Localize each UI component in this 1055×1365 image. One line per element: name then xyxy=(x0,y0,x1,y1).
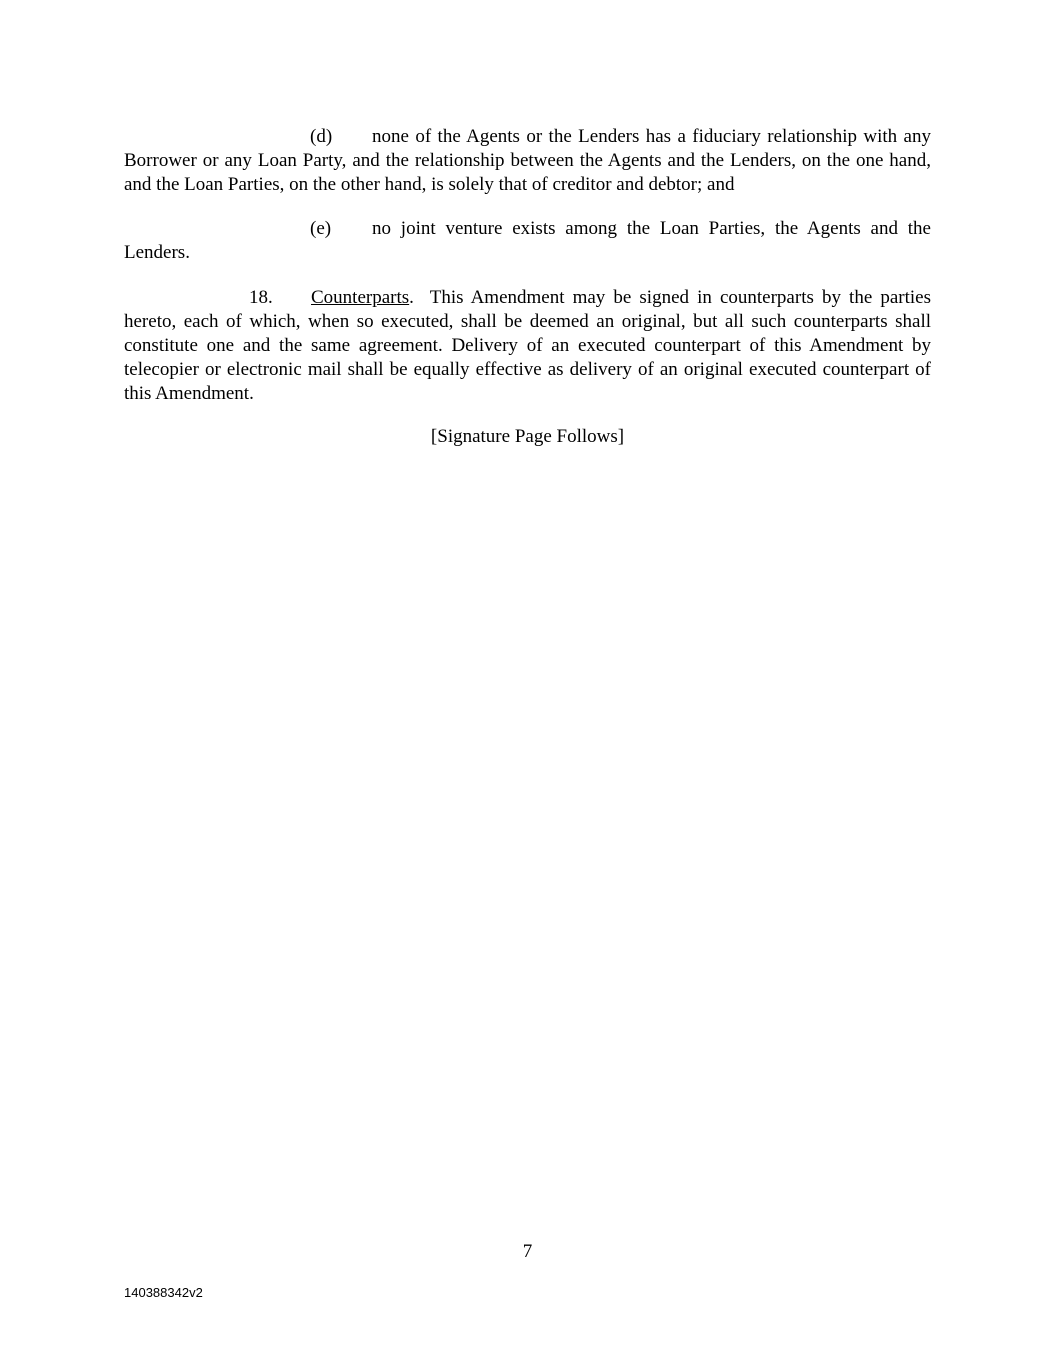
section-18-text: This Amendment may be signed in counterparts by the parties hereto, each of which, when so executed, shall be deemed an original, but all such counterparts shall constitute one and the same agreement. Delivery of an executed counterpart of this Amendment by telecopier or electronic mail shall be equally effective as delivery of an original executed counterpart of this Amendment. xyxy=(124,287,931,404)
paragraph-d-marker: (d) xyxy=(310,126,333,147)
paragraph-e xyxy=(124,217,931,265)
page-number: 7 xyxy=(522,1241,533,1262)
paragraph-e-marker: (e) xyxy=(310,218,332,239)
section-18-heading-punct: . xyxy=(409,287,414,308)
signature-page-notice: [Signature Page Follows] xyxy=(430,426,625,447)
section-18-number: 18. xyxy=(249,287,273,308)
paragraph-e-text: no joint venture exists among the Loan Parties, the Agents and the Lenders. xyxy=(124,218,931,263)
section-18 xyxy=(124,286,931,406)
paragraph-d xyxy=(124,125,931,197)
section-18-heading: Counterparts xyxy=(311,287,410,308)
paragraph-d-text: none of the Agents or the Lenders has a fiduciary relationship with any Borrower or any Loan Party, and the relationship between the Agents and the Lenders, on the one hand, and the Loan Parties, on the other hand, is solely that of creditor and debtor; and xyxy=(124,126,931,195)
document-id: 140388342v2 xyxy=(124,1285,203,1300)
